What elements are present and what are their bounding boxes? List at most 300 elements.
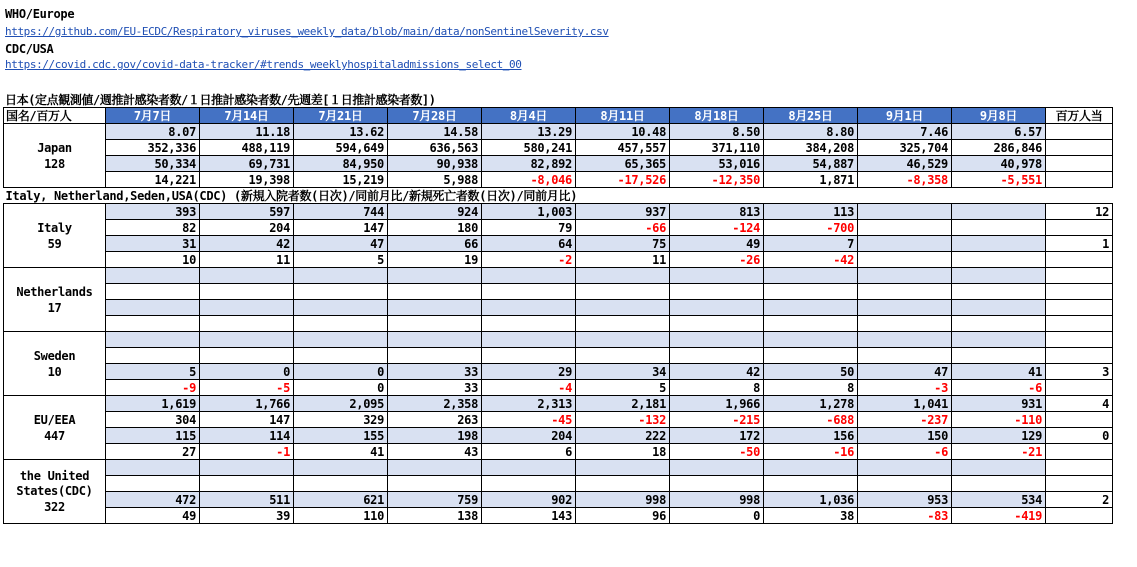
- value-cell: [670, 476, 764, 492]
- date-header: 9月8日: [952, 108, 1046, 124]
- per-million-cell: [1046, 332, 1113, 348]
- value-cell: -26: [670, 252, 764, 268]
- value-cell: 998: [670, 492, 764, 508]
- value-cell: 172: [670, 428, 764, 444]
- value-cell: [858, 300, 952, 316]
- value-cell: 580,241: [482, 140, 576, 156]
- value-cell: [294, 300, 388, 316]
- value-cell: -215: [670, 412, 764, 428]
- value-cell: -8,046: [482, 172, 576, 188]
- value-cell: -83: [858, 508, 952, 524]
- value-cell: -45: [482, 412, 576, 428]
- section-row: [4, 188, 1113, 204]
- value-cell: 27: [106, 444, 200, 460]
- per-million-cell: [1046, 268, 1113, 284]
- value-cell: [106, 300, 200, 316]
- value-cell: 0: [200, 364, 294, 380]
- value-cell: -12,350: [670, 172, 764, 188]
- value-cell: [576, 284, 670, 300]
- value-cell: -16: [764, 444, 858, 460]
- value-cell: 204: [200, 220, 294, 236]
- value-cell: 90,938: [388, 156, 482, 172]
- date-header: 7月7日: [106, 108, 200, 124]
- per-million-cell: 3: [1046, 364, 1113, 380]
- value-cell: [858, 204, 952, 220]
- value-cell: [764, 348, 858, 364]
- value-cell: 129: [952, 428, 1046, 444]
- value-cell: 931: [952, 396, 1046, 412]
- value-cell: 472: [106, 492, 200, 508]
- table-row: [4, 348, 1113, 364]
- per-million-cell: 1: [1046, 236, 1113, 252]
- value-cell: 2,181: [576, 396, 670, 412]
- value-cell: [200, 268, 294, 284]
- value-cell: 6: [482, 444, 576, 460]
- per-million-cell: 0: [1046, 428, 1113, 444]
- value-cell: [482, 316, 576, 332]
- value-cell: 82: [106, 220, 200, 236]
- value-cell: 2,313: [482, 396, 576, 412]
- value-cell: [388, 348, 482, 364]
- value-cell: -688: [764, 412, 858, 428]
- value-cell: [576, 268, 670, 284]
- value-cell: 38: [764, 508, 858, 524]
- value-cell: [670, 300, 764, 316]
- value-cell: 384,208: [764, 140, 858, 156]
- per-million-cell: 4: [1046, 396, 1113, 412]
- table-row: [4, 428, 1113, 444]
- cdc-usa-label: CDC/USA: [5, 42, 54, 56]
- table-title: 日本(定点観測値/週推計感染者数/１日推計感染者数/先週差[１日推計感染者数]): [5, 93, 436, 107]
- country-population: 322: [44, 499, 65, 514]
- date-header: 8月18日: [670, 108, 764, 124]
- value-cell: [670, 348, 764, 364]
- value-cell: [106, 316, 200, 332]
- value-cell: 11: [200, 252, 294, 268]
- value-cell: 39: [200, 508, 294, 524]
- value-cell: 511: [200, 492, 294, 508]
- value-cell: 19: [388, 252, 482, 268]
- table-row: [4, 508, 1113, 524]
- country-header: 国名/百万人: [4, 108, 106, 124]
- per-million-cell: [1046, 220, 1113, 236]
- value-cell: 2,358: [388, 396, 482, 412]
- per-million-cell: [1046, 252, 1113, 268]
- value-cell: 49: [106, 508, 200, 524]
- value-cell: [764, 284, 858, 300]
- value-cell: 33: [388, 380, 482, 396]
- value-cell: 263: [388, 412, 482, 428]
- who-europe-link[interactable]: https://github.com/EU-ECDC/Respiratory_viruses_weekly_data/blob/main/data/nonSentinelSeverity.csv: [5, 25, 609, 38]
- value-cell: 29: [482, 364, 576, 380]
- value-cell: [952, 252, 1046, 268]
- country-population: 17: [47, 300, 62, 315]
- value-cell: 18: [576, 444, 670, 460]
- value-cell: 42: [200, 236, 294, 252]
- value-cell: 937: [576, 204, 670, 220]
- header-row: [4, 108, 1113, 124]
- table-row: [4, 332, 1113, 348]
- value-cell: 5: [106, 364, 200, 380]
- value-cell: [670, 268, 764, 284]
- per-million-cell: [1046, 172, 1113, 188]
- value-cell: [858, 460, 952, 476]
- country-name: Japan: [37, 140, 72, 155]
- per-million-cell: [1046, 140, 1113, 156]
- value-cell: 286,846: [952, 140, 1046, 156]
- value-cell: 41: [294, 444, 388, 460]
- value-cell: [200, 476, 294, 492]
- value-cell: 198: [388, 428, 482, 444]
- value-cell: -237: [858, 412, 952, 428]
- value-cell: [482, 284, 576, 300]
- value-cell: -124: [670, 220, 764, 236]
- value-cell: [764, 316, 858, 332]
- value-cell: 47: [294, 236, 388, 252]
- value-cell: [858, 476, 952, 492]
- value-cell: 110: [294, 508, 388, 524]
- value-cell: 10.48: [576, 124, 670, 140]
- table-row: [4, 460, 1113, 476]
- table-row: [4, 220, 1113, 236]
- value-cell: [106, 476, 200, 492]
- value-cell: 1,278: [764, 396, 858, 412]
- per-million-cell: [1046, 316, 1113, 332]
- table-row: [4, 492, 1113, 508]
- value-cell: -419: [952, 508, 1046, 524]
- value-cell: 1,036: [764, 492, 858, 508]
- table-row: [4, 380, 1113, 396]
- country-cell: [4, 460, 106, 524]
- value-cell: [858, 316, 952, 332]
- value-cell: 352,336: [106, 140, 200, 156]
- per-million-cell: 12: [1046, 204, 1113, 220]
- per-million-cell: [1046, 284, 1113, 300]
- per-million-cell: [1046, 476, 1113, 492]
- value-cell: [200, 284, 294, 300]
- per-million-cell: [1046, 412, 1113, 428]
- value-cell: [388, 460, 482, 476]
- value-cell: [576, 460, 670, 476]
- data-table: [3, 107, 1113, 524]
- table-row: [4, 412, 1113, 428]
- value-cell: 31: [106, 236, 200, 252]
- value-cell: [200, 348, 294, 364]
- value-cell: 6.57: [952, 124, 1046, 140]
- value-cell: [388, 300, 482, 316]
- value-cell: [952, 268, 1046, 284]
- value-cell: 13.29: [482, 124, 576, 140]
- value-cell: [858, 252, 952, 268]
- country-cell: [4, 124, 106, 188]
- date-header: 7月21日: [294, 108, 388, 124]
- table-row: [4, 444, 1113, 460]
- value-cell: 204: [482, 428, 576, 444]
- value-cell: -50: [670, 444, 764, 460]
- table-row: [4, 316, 1113, 332]
- value-cell: [482, 332, 576, 348]
- value-cell: 1,619: [106, 396, 200, 412]
- value-cell: 594,649: [294, 140, 388, 156]
- value-cell: [670, 460, 764, 476]
- value-cell: 49: [670, 236, 764, 252]
- value-cell: 5: [576, 380, 670, 396]
- value-cell: 69,731: [200, 156, 294, 172]
- value-cell: 924: [388, 204, 482, 220]
- value-cell: 138: [388, 508, 482, 524]
- value-cell: [952, 332, 1046, 348]
- value-cell: [952, 348, 1046, 364]
- value-cell: [388, 332, 482, 348]
- who-europe-label: WHO/Europe: [5, 7, 75, 21]
- value-cell: [952, 220, 1046, 236]
- value-cell: -6: [952, 380, 1046, 396]
- date-header: 7月28日: [388, 108, 482, 124]
- value-cell: [200, 316, 294, 332]
- value-cell: [388, 316, 482, 332]
- value-cell: 1,966: [670, 396, 764, 412]
- value-cell: [858, 220, 952, 236]
- country-cell: [4, 268, 106, 332]
- value-cell: [106, 460, 200, 476]
- country-population: 128: [44, 156, 65, 171]
- value-cell: [764, 460, 858, 476]
- value-cell: [670, 332, 764, 348]
- value-cell: 33: [388, 364, 482, 380]
- table-row: [4, 268, 1113, 284]
- value-cell: -110: [952, 412, 1046, 428]
- value-cell: 7.46: [858, 124, 952, 140]
- value-cell: -66: [576, 220, 670, 236]
- value-cell: 534: [952, 492, 1046, 508]
- value-cell: 0: [294, 364, 388, 380]
- value-cell: [388, 284, 482, 300]
- value-cell: [764, 268, 858, 284]
- value-cell: 82,892: [482, 156, 576, 172]
- table-row: [4, 204, 1113, 220]
- value-cell: [294, 460, 388, 476]
- value-cell: -9: [106, 380, 200, 396]
- country-name: Sweden: [33, 348, 76, 363]
- value-cell: [858, 332, 952, 348]
- value-cell: 155: [294, 428, 388, 444]
- value-cell: 8.80: [764, 124, 858, 140]
- value-cell: [952, 284, 1046, 300]
- value-cell: 621: [294, 492, 388, 508]
- value-cell: [482, 348, 576, 364]
- value-cell: [106, 268, 200, 284]
- value-cell: 15,219: [294, 172, 388, 188]
- value-cell: 50,334: [106, 156, 200, 172]
- date-header: 8月11日: [576, 108, 670, 124]
- value-cell: 597: [200, 204, 294, 220]
- table-row: [4, 284, 1113, 300]
- value-cell: [294, 268, 388, 284]
- value-cell: [200, 460, 294, 476]
- table-row: [4, 236, 1113, 252]
- country-name: EU/EEA: [33, 412, 76, 427]
- value-cell: [294, 284, 388, 300]
- value-cell: -3: [858, 380, 952, 396]
- value-cell: 902: [482, 492, 576, 508]
- value-cell: [294, 348, 388, 364]
- value-cell: 393: [106, 204, 200, 220]
- per-million-cell: [1046, 444, 1113, 460]
- value-cell: 371,110: [670, 140, 764, 156]
- value-cell: -42: [764, 252, 858, 268]
- country-population: 10: [47, 364, 62, 379]
- value-cell: [388, 268, 482, 284]
- value-cell: -2: [482, 252, 576, 268]
- value-cell: [294, 476, 388, 492]
- value-cell: [670, 284, 764, 300]
- table-row: [4, 124, 1113, 140]
- value-cell: -700: [764, 220, 858, 236]
- value-cell: [200, 332, 294, 348]
- value-cell: -1: [200, 444, 294, 460]
- value-cell: -8,358: [858, 172, 952, 188]
- date-header: 7月14日: [200, 108, 294, 124]
- value-cell: 14,221: [106, 172, 200, 188]
- value-cell: 8: [670, 380, 764, 396]
- value-cell: 147: [294, 220, 388, 236]
- value-cell: 156: [764, 428, 858, 444]
- value-cell: 79: [482, 220, 576, 236]
- value-cell: 5: [294, 252, 388, 268]
- value-cell: [576, 316, 670, 332]
- value-cell: [388, 476, 482, 492]
- value-cell: 65,365: [576, 156, 670, 172]
- value-cell: 222: [576, 428, 670, 444]
- value-cell: 998: [576, 492, 670, 508]
- table-row: [4, 156, 1113, 172]
- table-row: [4, 140, 1113, 156]
- value-cell: 96: [576, 508, 670, 524]
- value-cell: 13.62: [294, 124, 388, 140]
- value-cell: 457,557: [576, 140, 670, 156]
- value-cell: [764, 332, 858, 348]
- per-million-cell: 2: [1046, 492, 1113, 508]
- country-cell: [4, 396, 106, 460]
- per-million-cell: [1046, 156, 1113, 172]
- country-name: the United States(CDC): [16, 468, 93, 498]
- value-cell: [482, 268, 576, 284]
- value-cell: [576, 476, 670, 492]
- value-cell: 54,887: [764, 156, 858, 172]
- value-cell: 40,978: [952, 156, 1046, 172]
- value-cell: [576, 332, 670, 348]
- value-cell: 66: [388, 236, 482, 252]
- value-cell: 34: [576, 364, 670, 380]
- value-cell: 64: [482, 236, 576, 252]
- value-cell: [106, 332, 200, 348]
- value-cell: [670, 316, 764, 332]
- country-cell: [4, 204, 106, 268]
- value-cell: 113: [764, 204, 858, 220]
- value-cell: 1,871: [764, 172, 858, 188]
- value-cell: [952, 460, 1046, 476]
- value-cell: [952, 300, 1046, 316]
- value-cell: 143: [482, 508, 576, 524]
- value-cell: 0: [294, 380, 388, 396]
- value-cell: 304: [106, 412, 200, 428]
- value-cell: 41: [952, 364, 1046, 380]
- value-cell: 744: [294, 204, 388, 220]
- value-cell: [294, 332, 388, 348]
- value-cell: [106, 284, 200, 300]
- value-cell: [858, 348, 952, 364]
- value-cell: 14.58: [388, 124, 482, 140]
- value-cell: 115: [106, 428, 200, 444]
- value-cell: 84,950: [294, 156, 388, 172]
- value-cell: [858, 236, 952, 252]
- value-cell: 147: [200, 412, 294, 428]
- table-row: [4, 364, 1113, 380]
- value-cell: 47: [858, 364, 952, 380]
- value-cell: 2,095: [294, 396, 388, 412]
- value-cell: [858, 284, 952, 300]
- value-cell: 953: [858, 492, 952, 508]
- value-cell: 46,529: [858, 156, 952, 172]
- value-cell: 11.18: [200, 124, 294, 140]
- value-cell: 0: [670, 508, 764, 524]
- value-cell: 11: [576, 252, 670, 268]
- value-cell: [952, 236, 1046, 252]
- value-cell: 19,398: [200, 172, 294, 188]
- value-cell: -132: [576, 412, 670, 428]
- value-cell: 636,563: [388, 140, 482, 156]
- value-cell: 5,988: [388, 172, 482, 188]
- value-cell: [200, 300, 294, 316]
- per-million-cell: [1046, 460, 1113, 476]
- value-cell: [858, 268, 952, 284]
- value-cell: -5: [200, 380, 294, 396]
- value-cell: 42: [670, 364, 764, 380]
- value-cell: 75: [576, 236, 670, 252]
- value-cell: 813: [670, 204, 764, 220]
- per-million-cell: [1046, 348, 1113, 364]
- country-name: Italy: [37, 220, 72, 235]
- country-population: 59: [47, 236, 62, 251]
- per-million-header: 百万人当: [1046, 108, 1113, 124]
- value-cell: [106, 348, 200, 364]
- table-row: [4, 396, 1113, 412]
- per-million-cell: [1046, 124, 1113, 140]
- section-title: Italy, Netherland,Seden,USA(CDC) (新規入院者数(日次)/同前月比/新規死亡者数(日次)/同前月比): [4, 188, 1113, 204]
- value-cell: [952, 204, 1046, 220]
- country-name: Netherlands: [16, 284, 93, 299]
- cdc-usa-link[interactable]: https://covid.cdc.gov/covid-data-tracker/#trends_weeklyhospitaladmissions_select_00: [5, 58, 522, 71]
- value-cell: [482, 460, 576, 476]
- table-row: [4, 172, 1113, 188]
- value-cell: [764, 300, 858, 316]
- country-cell: [4, 332, 106, 396]
- country-population: 447: [44, 428, 65, 443]
- value-cell: 329: [294, 412, 388, 428]
- table-row: [4, 300, 1113, 316]
- value-cell: 8.50: [670, 124, 764, 140]
- per-million-cell: [1046, 380, 1113, 396]
- value-cell: 8.07: [106, 124, 200, 140]
- per-million-cell: [1046, 508, 1113, 524]
- value-cell: [576, 300, 670, 316]
- value-cell: 114: [200, 428, 294, 444]
- value-cell: 1,766: [200, 396, 294, 412]
- value-cell: 325,704: [858, 140, 952, 156]
- date-header: 9月1日: [858, 108, 952, 124]
- table-row: [4, 476, 1113, 492]
- value-cell: 8: [764, 380, 858, 396]
